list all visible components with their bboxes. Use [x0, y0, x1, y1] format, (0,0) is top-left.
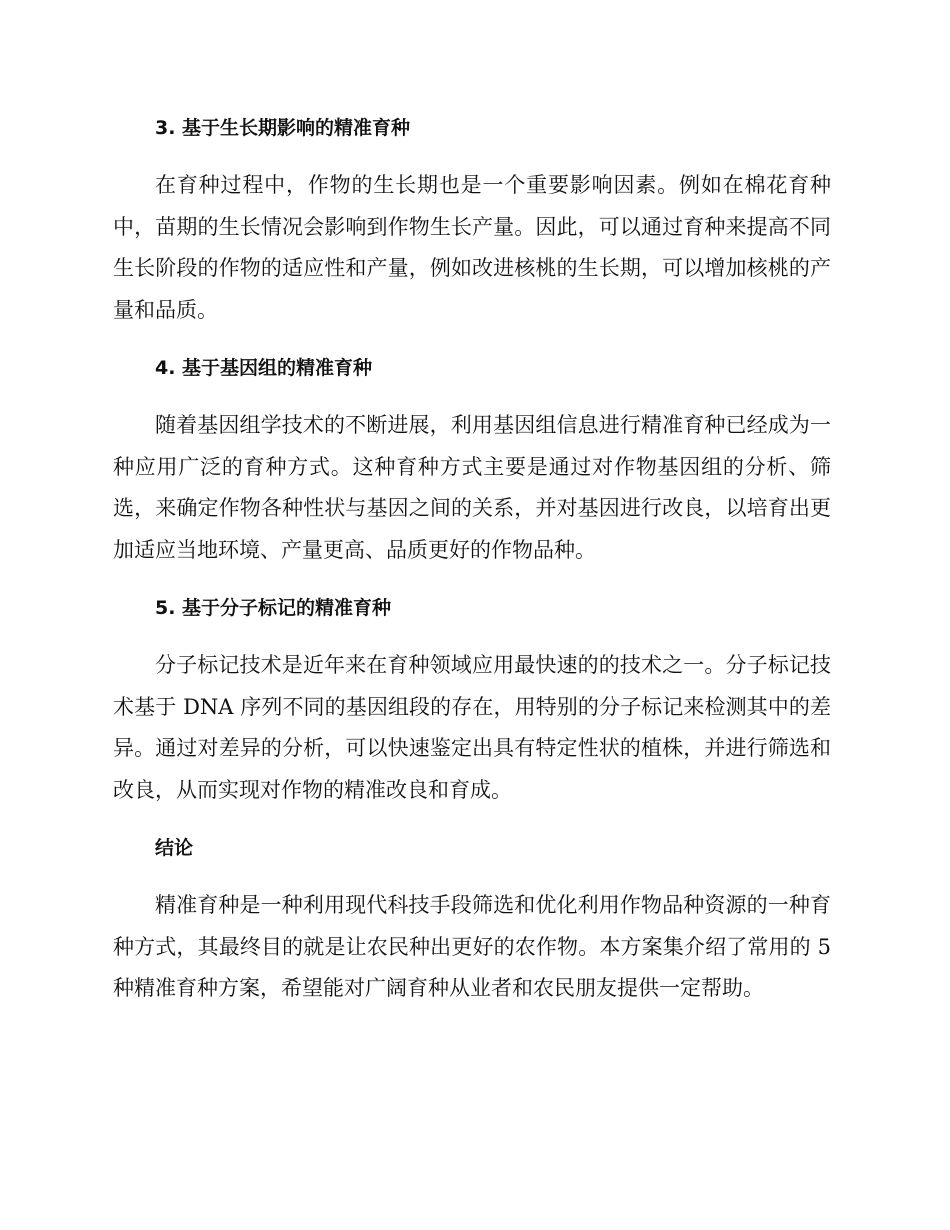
section-paragraph-molecular-marker: 分子标记技术是近年来在育种领域应用最快速的的技术之一。分子标记技术基于 DNA 序列不同的基因组段的存在，用特别的分子标记来检测其中的差异。通过对差异的分析，可以快速鉴定出具有特定性状的植株，并进行筛选和改良，从而实现对作物的精准改良和育成。: [113, 653, 831, 802]
section-heading-molecular-marker: 5. 基于分子标记的精准育种: [155, 597, 392, 619]
document-body: [113, 112, 831, 1031]
section-paragraph-conclusion: 精准育种是一种利用现代科技手段筛选和优化利用作物品种资源的一种育种方式，其最终目的就是让农民种出更好的农作物。本方案集介绍了常用的 5 种精准育种方案，希望能对广阔育种从业者和农民朋友提供一定帮助。: [113, 893, 831, 1000]
section-heading-genome: 4. 基于基因组的精准育种: [155, 357, 373, 379]
section-paragraph-genome: 随着基因组学技术的不断进展，利用基因组信息进行精准育种已经成为一种应用广泛的育种方式。这种育种方式主要是通过对作物基因组的分析、筛选，来确定作物各种性状与基因之间的关系，并对基因进行改良，以培育出更加适应当地环境、产量更高、品质更好的作物品种。: [113, 413, 831, 562]
section-paragraph-growth-period: 在育种过程中，作物的生长期也是一个重要影响因素。例如在棉花育种中，苗期的生长情况会影响到作物生长产量。因此，可以通过育种来提高不同生长阶段的作物的适应性和产量，例如改进核桃的生长期，可以增加核桃的产量和品质。: [113, 173, 831, 322]
section-heading-growth-period: 3. 基于生长期影响的精准育种: [155, 117, 411, 139]
section-heading-conclusion: 结论: [155, 837, 194, 859]
